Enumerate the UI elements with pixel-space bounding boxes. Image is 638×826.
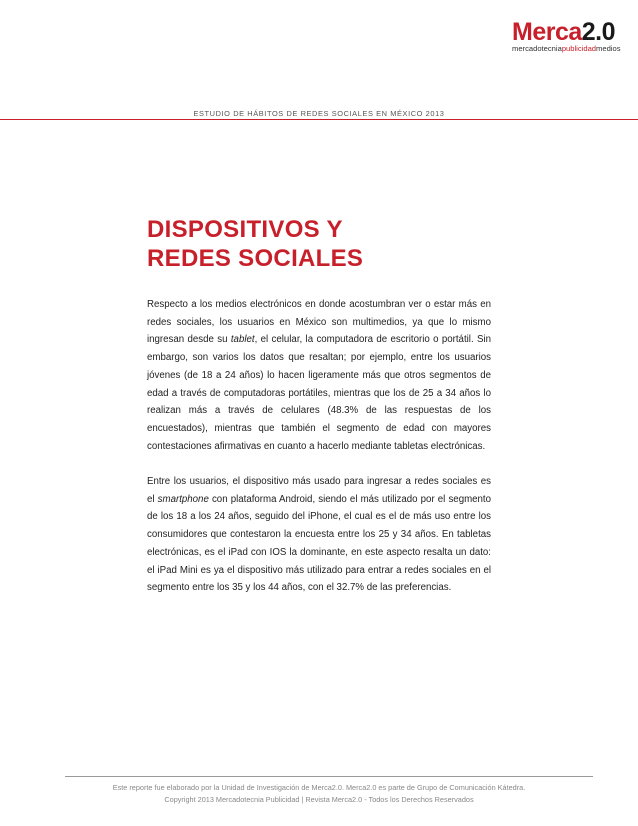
logo-tagline-medios: medios bbox=[596, 44, 621, 53]
merca20-logo bbox=[510, 19, 628, 53]
paragraph-2-text-a: Entre los usuarios, el dispositivo más usado para ingresar a redes sociales es el bbox=[147, 476, 491, 505]
logo-main-text: Merca bbox=[512, 18, 582, 46]
report-header-title: ESTUDIO DE HÁBITOS DE REDES SOCIALES EN MÉXICO 2013 bbox=[193, 109, 445, 118]
section-heading-line-1: DISPOSITIVOS Y bbox=[147, 216, 343, 243]
paragraph-1-italic-tablet: tablet bbox=[230, 334, 255, 346]
body-text bbox=[147, 296, 491, 615]
logo-tagline bbox=[512, 44, 621, 53]
section-heading-line-2: REDES SOCIALES bbox=[147, 245, 364, 272]
footer-line-1: Este reporte fue elaborado por la Unidad de Investigación de Merca2.0. Merca2.0 es parte de Grupo de Comunicación Kátedra. bbox=[112, 783, 526, 792]
paragraph-2 bbox=[147, 473, 491, 597]
header-divider bbox=[0, 119, 638, 120]
logo-wordmark bbox=[512, 19, 615, 45]
footer-line-2: Copyright 2013 Mercadotecnia Publicidad | Revista Merca2.0 - Todos los Derechos Reservados bbox=[164, 794, 474, 804]
footer bbox=[0, 782, 638, 805]
paragraph-1-text-a: Respecto a los medios electrónicos en donde acostumbran ver o estar más en redes sociales, los usuarios en México son multimedios, ya que lo mismo ingresan desde su bbox=[147, 299, 491, 346]
logo-tagline-publicidad: publicidad bbox=[561, 44, 597, 53]
paragraph-2-italic-smartphone: smartphone bbox=[157, 493, 209, 505]
logo-version-text: 2.0 bbox=[581, 18, 616, 46]
paragraph-2-text-b: con plataforma Android, siendo el más utilizado por el segmento de los 18 a los 24 años, seguido del iPhone, el cual es el de más uso entre los consumidores que contestaron la encuesta entre los 25 y 34 años. En tabletas electrónicas, es el iPad con IOS la dominante, en este aspecto resalta un dato: el iPad Mini es ya el dispositivo más utilizado para entrar a redes sociales en el segmento entre los 35 y los 44 años, con el 32.7% de las preferencias. bbox=[147, 493, 492, 594]
logo-tagline-mercadotecnia: mercadotecnia bbox=[512, 44, 562, 53]
section-heading bbox=[147, 215, 363, 273]
footer-divider bbox=[65, 776, 593, 777]
paragraph-1-text-b: , el celular, la computadora de escritorio o portátil. Sin embargo, son varios los datos que resaltan; por ejemplo, entre los usuarios jóvenes (de 18 a 24 años) lo hacen ligeramente más que otros segmentos de edad a través de computadoras portátiles, mientras que los de 25 a 34 años lo realizan más a través de celulares (48.3% de las respuestas de los encuestados), mientras que también el segmento de edad con mayores contestaciones afirmativas en cuanto a hacerlo mediante tabletas electrónicas. bbox=[147, 334, 491, 452]
paragraph-1 bbox=[147, 296, 491, 455]
